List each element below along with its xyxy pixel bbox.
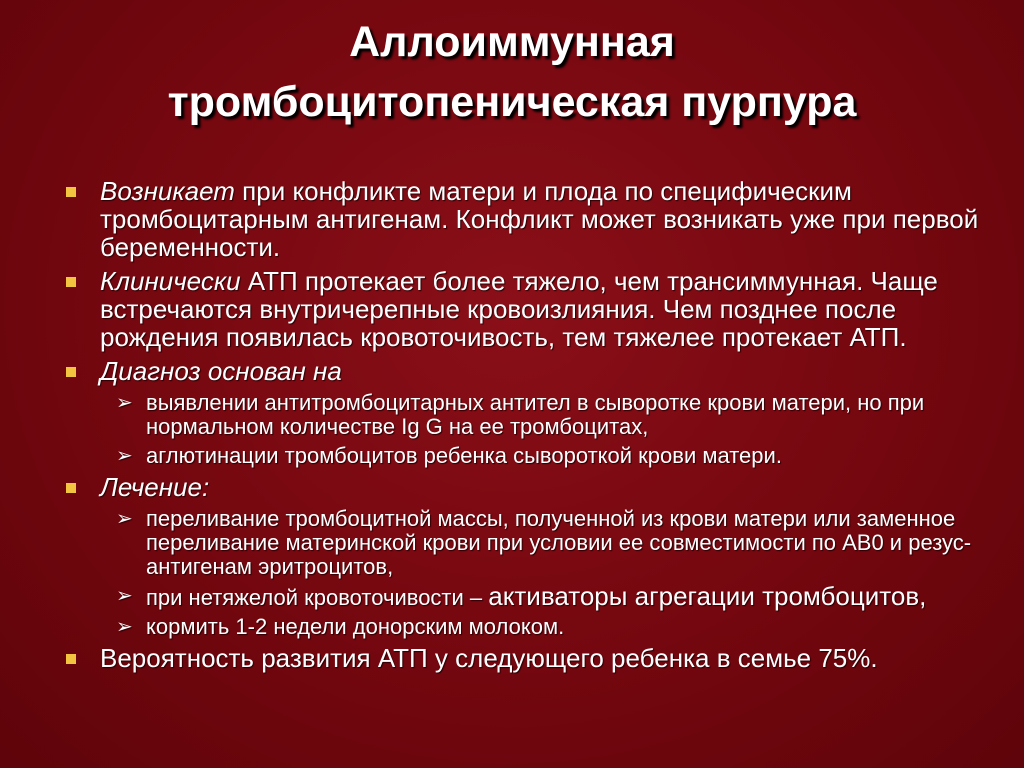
sub-item-diagnosis-1 xyxy=(66,391,1011,439)
square-bullet-icon xyxy=(66,367,76,377)
square-bullet-icon xyxy=(66,654,76,664)
item-emphasis: Лечение: xyxy=(100,472,210,502)
arrow-bullet-icon: ➢ xyxy=(116,445,133,467)
arrow-bullet-icon: ➢ xyxy=(116,392,133,414)
arrow-bullet-icon: ➢ xyxy=(116,585,133,607)
arrow-bullet-icon: ➢ xyxy=(116,508,133,530)
slide-content xyxy=(66,177,1011,678)
square-bullet-icon xyxy=(66,277,76,287)
sub-item-text: при нетяжелой кровоточивости – xyxy=(146,585,489,610)
slide-title xyxy=(0,12,1024,132)
title-line-1: Аллоиммунная xyxy=(349,18,675,66)
bullet-item-clinical xyxy=(66,267,1011,351)
sub-item-text-emphasis: активаторы агрегации тромбоцитов, xyxy=(488,581,927,611)
square-bullet-icon xyxy=(66,483,76,493)
sub-item-treatment-2 xyxy=(66,581,1011,611)
sub-item-text: переливание тромбоцитной массы, полученной из крови матери или заменное переливание материнской крови при условии ее совместимости по АВ0 и резус-антигенам эритроцитов, xyxy=(146,506,972,579)
bullet-item-diagnosis xyxy=(66,357,1011,385)
square-bullet-icon xyxy=(66,187,76,197)
sub-item-diagnosis-2 xyxy=(66,444,1011,468)
arrow-bullet-icon: ➢ xyxy=(116,616,133,638)
item-emphasis: Клинически xyxy=(100,266,241,296)
sub-item-text: кормить 1-2 недели донорским молоком. xyxy=(146,614,565,639)
sub-item-text: выявлении антитромбоцитарных антител в сыворотке крови матери, но при нормальном количестве Ig G на ее тромбоцитах, xyxy=(146,390,925,439)
bullet-item-occurrence xyxy=(66,177,1011,261)
sub-item-treatment-1 xyxy=(66,507,1011,579)
item-text: Вероятность развития АТП у следующего ребенка в семье 75%. xyxy=(100,643,878,673)
item-emphasis: Возникает xyxy=(100,176,235,206)
item-emphasis: Диагноз основан на xyxy=(100,356,342,386)
title-line-2: тромбоцитопеническая пурпура xyxy=(167,78,857,126)
item-text: при конфликте матери и плода по специфическим тромбоцитарным антигенам. Конфликт может возникать уже при первой беременности. xyxy=(100,176,979,262)
sub-item-treatment-3 xyxy=(66,615,1011,639)
bullet-item-probability xyxy=(66,644,1011,672)
bullet-item-treatment xyxy=(66,473,1011,501)
sub-item-text: аглютинации тромбоцитов ребенка сывороткой крови матери. xyxy=(146,443,782,468)
item-text: АТП протекает более тяжело, чем трансиммунная. Чаще встречаются внутричерепные кровоизлияния. Чем позднее после рождения появилась кровоточивость, тем тяжелее протекает АТП. xyxy=(100,266,938,352)
